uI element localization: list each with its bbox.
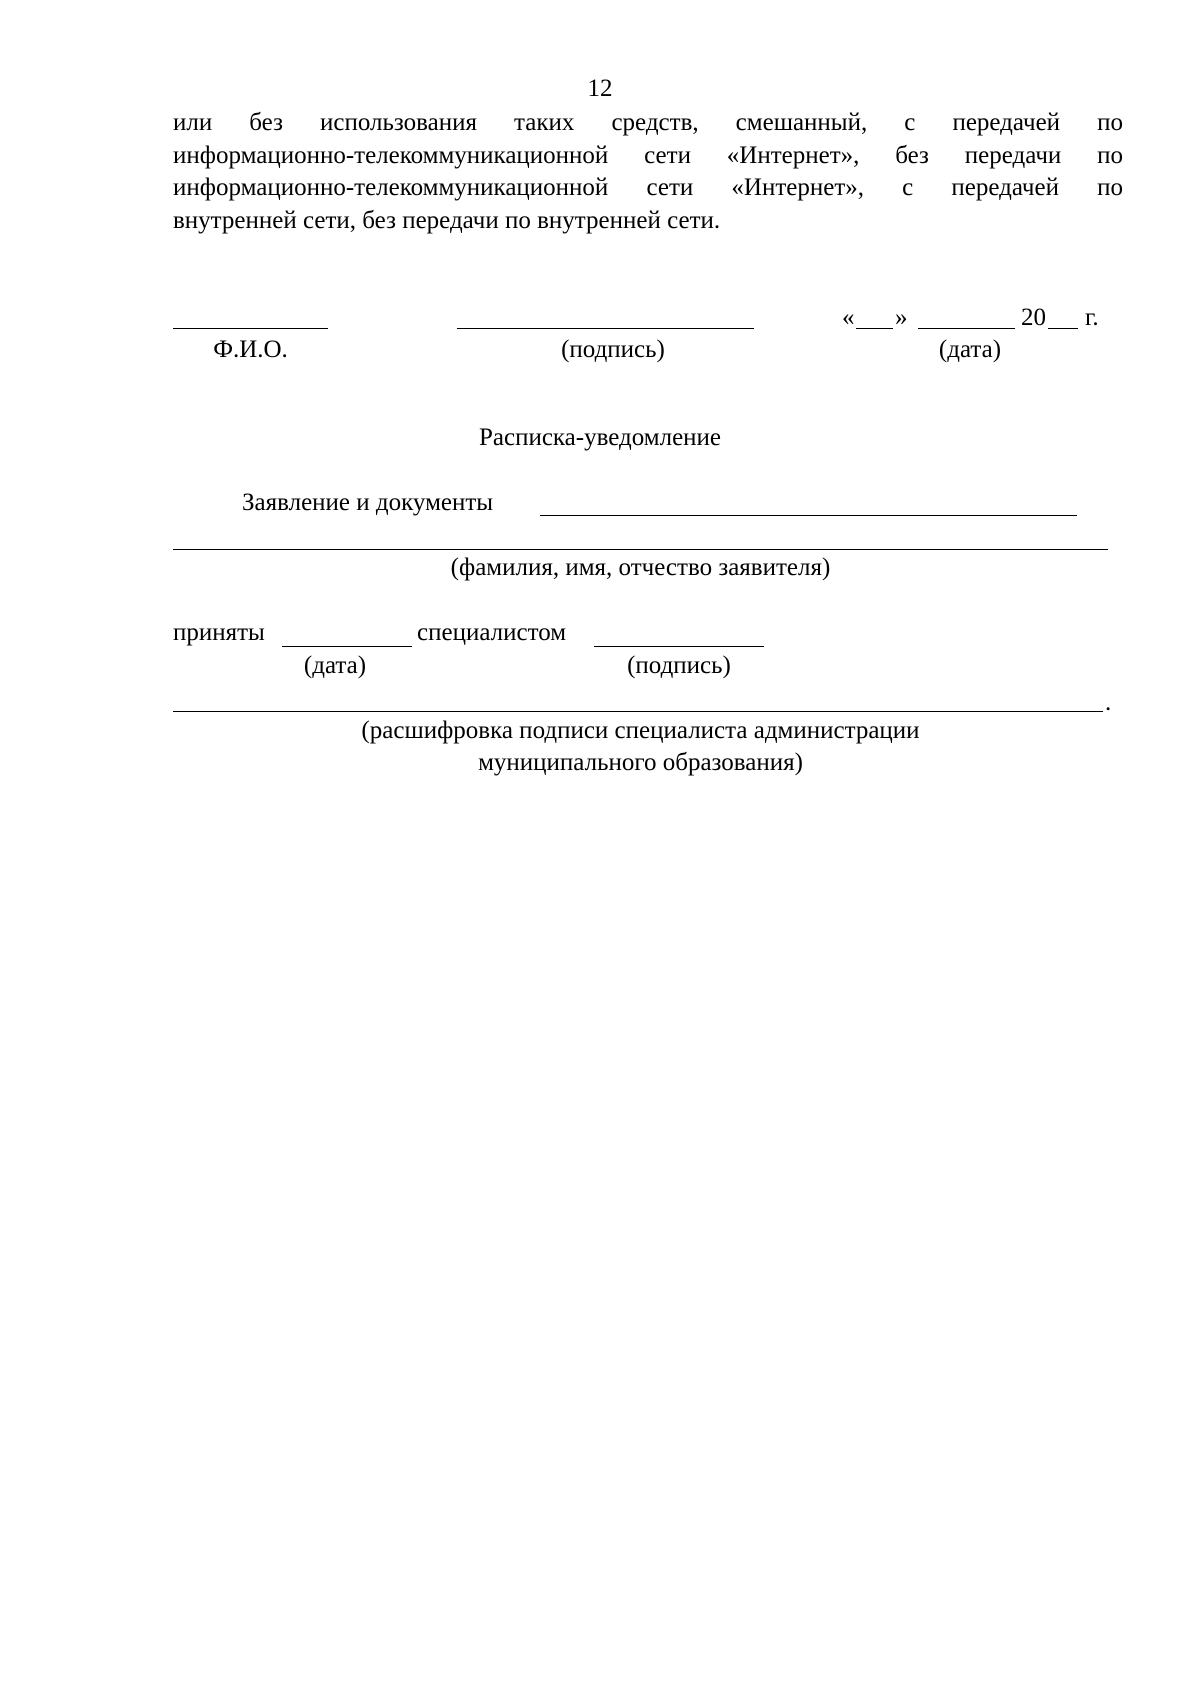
accepted-date-caption: (дата)	[303, 652, 367, 679]
accepted-label: приняты	[173, 619, 265, 646]
intro-line-3: информационно-телекоммуникационной сети «Интернет», с передачей по	[173, 174, 1123, 201]
date-day-blank-line	[856, 328, 893, 329]
date-quote-close: »	[895, 304, 908, 331]
date-year-suffix: г.	[1085, 304, 1099, 331]
date-caption: (дата)	[938, 336, 1002, 363]
date-quote-open: «	[842, 304, 855, 331]
specialist-signature-caption: (подпись)	[627, 652, 731, 679]
decode-caption-line-1: (расшифровка подписи специалиста администрации	[361, 717, 920, 744]
intro-line-1: или без использования таких средств, смешанный, с передачей по	[173, 109, 1123, 136]
date-year-blank-line	[1048, 328, 1078, 329]
decode-caption-line-2: муниципального образования)	[478, 749, 803, 776]
date-month-blank-line	[918, 328, 1015, 329]
fio-blank-line	[173, 328, 328, 329]
documents-blank-line	[540, 515, 1077, 516]
date-year-prefix: 20	[1021, 304, 1046, 331]
signature-blank-line	[457, 328, 754, 329]
intro-line-2: информационно-телекоммуникационной сети «Интернет», без передачи по	[173, 142, 1123, 169]
fio-caption: Ф.И.О.	[213, 336, 288, 363]
intro-line-4: внутренней сети, без передачи по внутренней сети.	[173, 207, 721, 234]
signature-caption: (подпись)	[561, 336, 665, 363]
accepted-date-blank-line	[282, 646, 412, 647]
decode-end-period: .	[1105, 689, 1112, 716]
documents-label: Заявление и документы	[242, 489, 494, 516]
decode-blank-line	[173, 711, 1103, 712]
applicant-blank-line	[173, 549, 1108, 550]
specialist-label: специалистом	[417, 619, 567, 646]
applicant-caption: (фамилия, имя, отчество заявителя)	[450, 554, 831, 581]
page-number: 12	[587, 75, 613, 102]
specialist-signature-blank-line	[594, 646, 764, 647]
receipt-title: Расписка-уведомление	[478, 424, 722, 451]
